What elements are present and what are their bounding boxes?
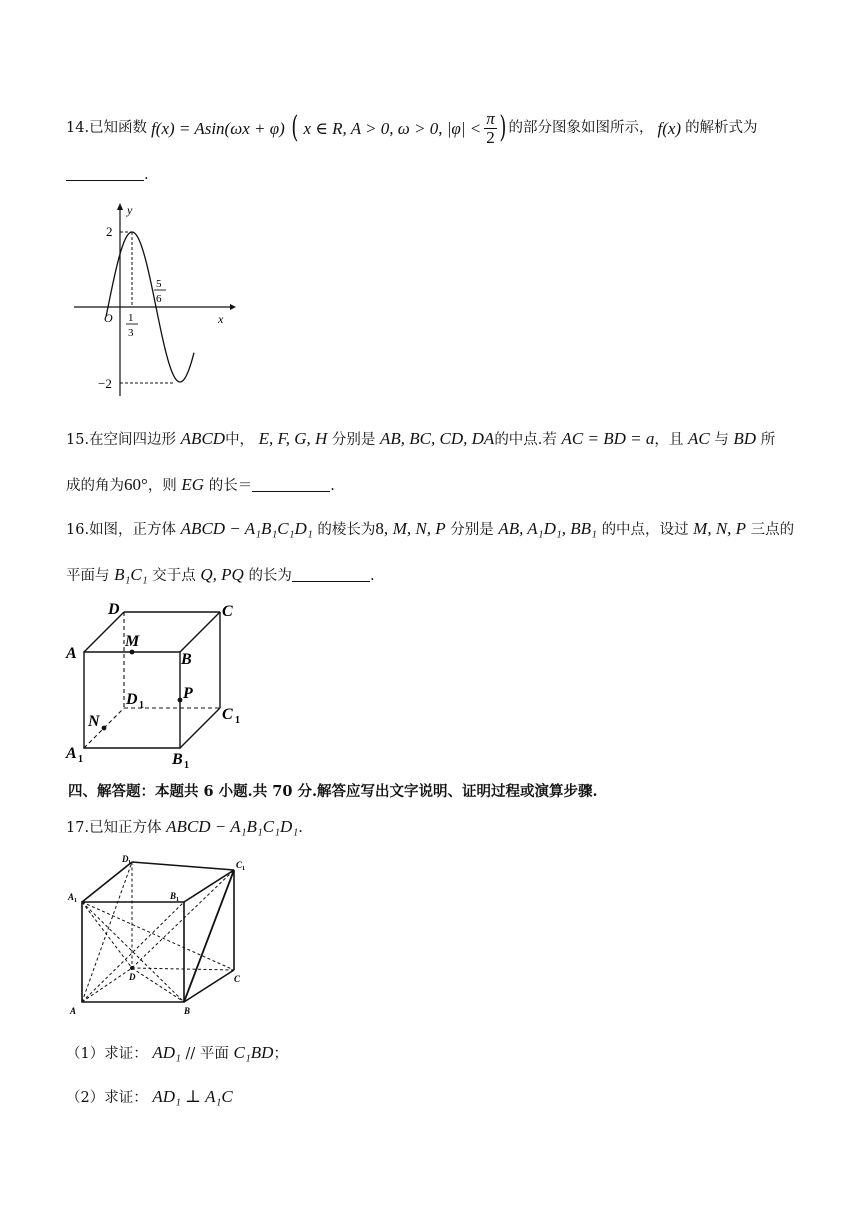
label-a1: A [68,892,75,902]
q14-post-text2: 的解析式为 [685,119,758,136]
q15-angle: 60° [124,475,148,494]
q17-part1-plane: C₁BD [233,1043,274,1062]
y-axis-label: y [127,203,133,217]
q15-mid4: ，且 [654,432,684,448]
section-4-heading: 四、解答题：本题共 6 小题.共 70 分.解答应写出文字说明、证明过程或演算步骤. [68,783,598,800]
q14-post-text1: 的部分图象如图所示， [508,119,654,136]
q15-pre: 在空间四边形 [89,432,177,448]
q15-ac: AC [687,429,710,448]
q17-pre: 已知正方体 [89,820,162,836]
q16-points: M, N, P [392,519,446,538]
label-n: N [88,713,100,730]
q17-line1 [66,818,303,836]
hidden-a1-d [82,902,132,968]
q14-function: f(x) = Asin(ωx + φ) [151,118,285,138]
label-d1-sub: 1 [139,700,144,711]
label-c1: C [222,706,233,723]
tick-1-3-num: 1 [128,312,134,324]
edge-b1-c1 [180,708,220,748]
tick-1-3-den: 3 [128,327,134,339]
q17-part2-expr: AD₁ ⊥ A₁C [152,1087,233,1106]
q17-part1-mid: // 平面 [185,1046,229,1062]
q15-mid: 中， [225,432,255,448]
q16-post: 三点的 [750,522,795,538]
q15-answer-blank[interactable] [252,477,330,492]
q16-line2-mid: 交于点 [152,568,196,584]
q16-line2-pre: 平面与 [66,568,110,584]
tick-5-6-den: 6 [156,293,162,305]
diag-b-c1 [184,870,234,1002]
q14-pi-over-2 [484,110,497,147]
label-b1: B [170,891,177,901]
edge-a-d [84,612,124,652]
label-c1: C [236,860,243,870]
q17-part1-label: （1）求证： [66,1046,148,1062]
q14-answer-line [66,166,149,183]
q15-mid2: 分别是 [331,432,376,448]
q16-answer-blank[interactable] [292,567,370,582]
q17-part1-expr: AD₁ [152,1043,181,1062]
q16-b1c1: B₁C₁ [114,565,148,584]
label-c: C [234,974,241,984]
label-c1-sub: 1 [242,866,245,872]
q14-pi: π [486,108,495,128]
hidden-d-b [132,968,184,1002]
q16-line1 [66,520,794,538]
origin-label: O [104,311,113,325]
edge-b1-c1 [184,870,234,902]
q14-sine-graph [70,200,240,400]
q15-quad: ABCD [180,429,226,448]
q16-q: Q, PQ [200,565,244,584]
q16-end: . [369,568,375,584]
label-d: D [108,601,120,618]
q16-cube: ABCD − A₁B₁C₁D₁ [180,519,313,538]
q17-end: . [298,820,303,836]
label-a1-sub: 1 [78,754,83,765]
q15-line2-mid: ，则 [147,478,177,494]
q15-post: 所 [760,432,776,448]
edge-d1-c1 [132,862,234,870]
q15-edges: AB, BC, CD, DA [380,429,495,448]
q17-part2 [66,1088,233,1106]
q17-cube-figure [66,852,256,1022]
label-b1-sub: 1 [176,897,179,903]
q16-cube-figure [62,598,252,768]
q14-number: 14. [66,119,90,136]
q16-length: 8, [375,519,389,538]
q14-condition: x ∈ R, A > 0, ω > 0, |φ| < [303,118,482,138]
q15-eg: EG [181,475,205,494]
q15-line2 [66,476,335,494]
point-d [130,966,134,970]
y-arrow-icon [117,203,123,210]
label-d1-sub: 1 [128,860,131,866]
q15-end: . [330,478,335,494]
q14-answer-blank[interactable] [66,166,144,181]
hidden-a1-c [82,902,234,970]
label-a1: A [66,745,77,762]
q17-part1 [66,1044,288,1062]
label-b1-sub: 1 [184,760,189,768]
q15-number: 15. [66,432,90,448]
q16-line2-post: 的长为 [248,568,292,584]
label-m: M [125,633,140,650]
q15-line2-pre: 成的角为 [66,478,124,494]
hidden-d-c1 [132,870,234,968]
label-a: A [70,1006,77,1016]
x-axis-label: x [218,312,224,326]
q16-mid3: 的中点，设过 [601,522,689,538]
label-c: C [222,603,233,620]
q16-points2: M, N, P [693,519,747,538]
point-p [178,698,183,703]
q15-points: E, F, G, H [258,429,328,448]
q14-line1 [66,108,758,148]
q17-number: 17. [66,820,90,836]
label-p: P [183,685,193,702]
label-c1-sub: 1 [235,715,240,726]
hidden-d-c [132,968,234,970]
q15-mid3: 的中点.若 [494,432,557,448]
q15-line2-post: 的长＝ [208,478,253,494]
q15-line1 [66,430,775,448]
q17-part2-label: （2）求证： [66,1090,148,1106]
label-d: D [129,972,136,982]
label-a: A [66,645,77,662]
q17-cube: ABCD − A₁B₁C₁D₁ [166,817,299,836]
q14-end: . [144,167,149,183]
point-n [102,726,107,731]
q16-line2 [66,566,375,584]
hidden-a-d [82,968,132,1002]
right-paren-icon: ) [499,110,507,145]
tick-5-6-num: 5 [156,278,162,290]
min-label: −2 [98,376,112,391]
label-b1: B [172,751,183,768]
edge-b-c [180,612,220,652]
q14-fx: f(x) [657,118,682,138]
label-d1: D [122,854,129,864]
left-paren-icon: ( [291,110,299,145]
q14-pre-text: 已知函数 [89,119,148,136]
q15-mid5: 与 [714,432,729,448]
edge-b-c [184,970,234,1002]
q16-edges: AB, A₁D₁, BB₁ [498,519,597,538]
q16-mid: 的棱长为 [317,522,376,538]
q16-number: 16. [66,522,90,538]
q16-mid2: 分别是 [450,522,494,538]
q16-pre: 如图，正方体 [89,522,177,538]
q14-two: 2 [486,127,495,147]
q15-equation: AC = BD = a [561,429,655,448]
x-arrow-icon [230,304,236,310]
label-b: B [184,1006,191,1016]
q17-part1-end: ； [273,1046,288,1062]
label-b: B [181,651,192,668]
q15-bd: BD [733,429,757,448]
label-a1-sub: 1 [74,898,77,904]
point-m [130,650,135,655]
label-d1: D [126,691,138,708]
max-label: 2 [106,224,113,239]
